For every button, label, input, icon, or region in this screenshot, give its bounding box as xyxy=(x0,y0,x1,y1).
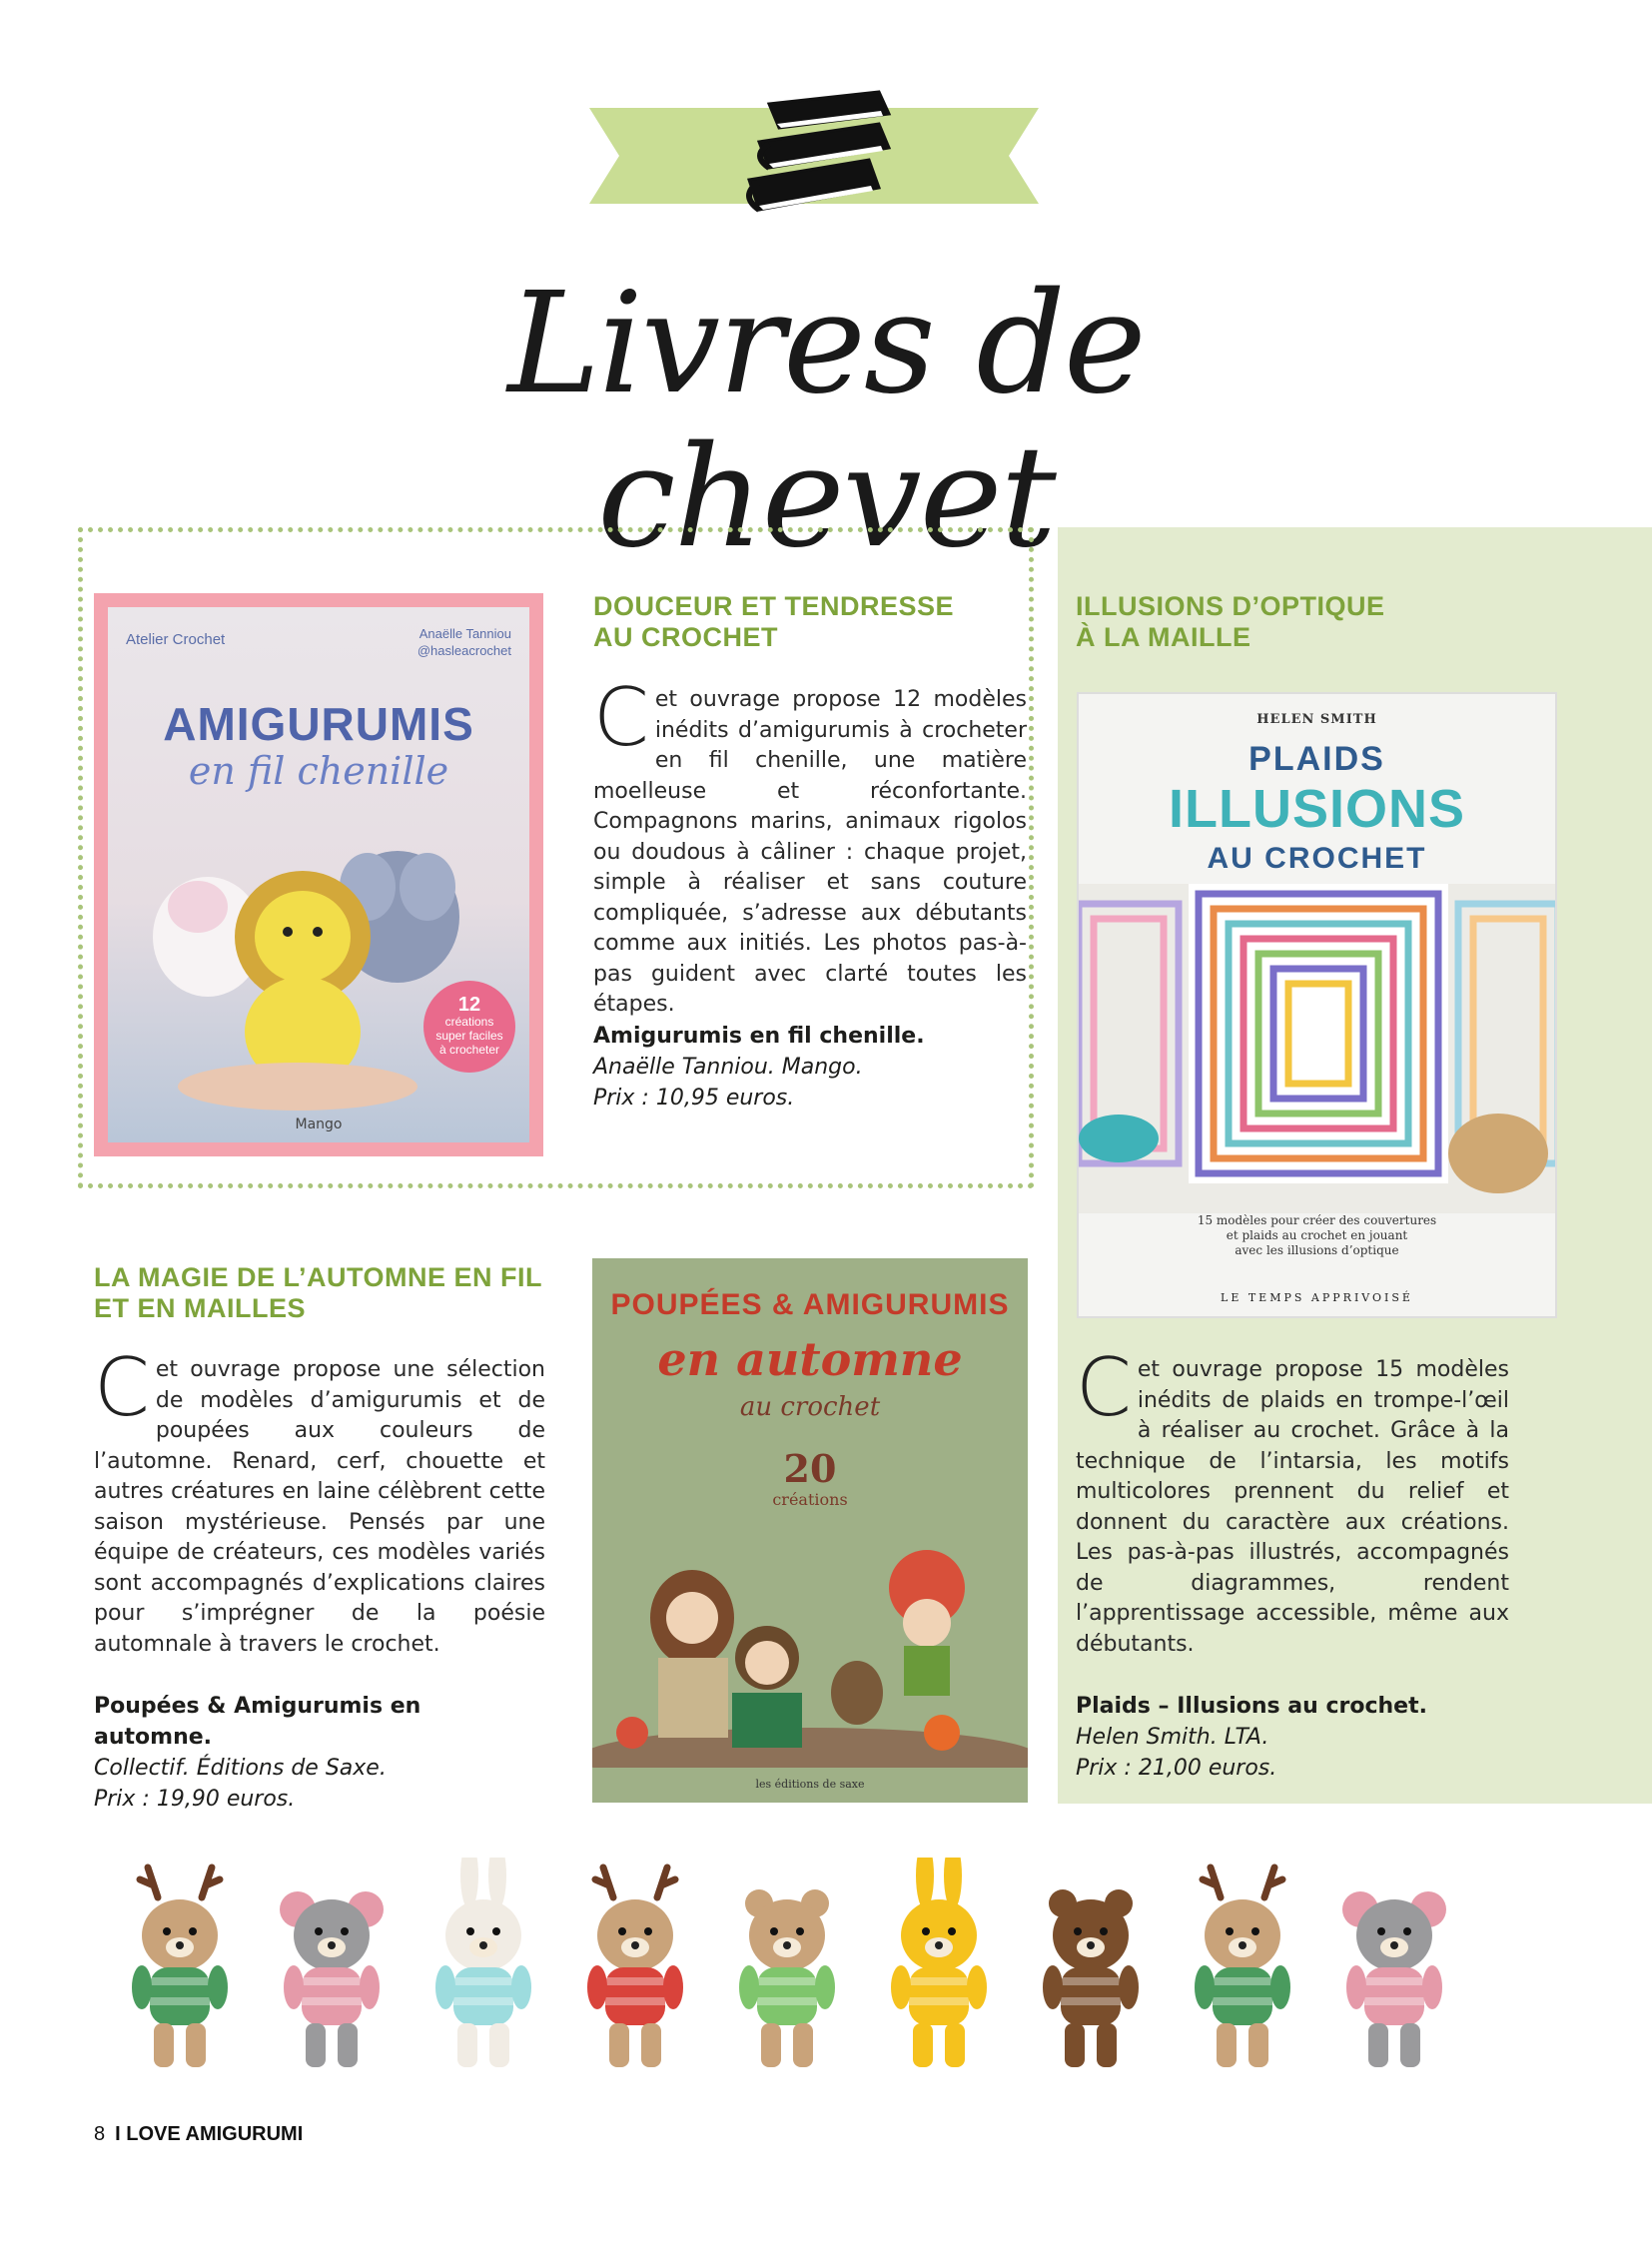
book-author: Anaëlle Tanniou. Mango. xyxy=(593,1055,863,1080)
cover-title: AMIGURUMIS xyxy=(163,698,474,750)
cover-count: 20 xyxy=(783,1446,837,1491)
cover-badge: 12 créations super faciles à crocheter xyxy=(423,981,515,1073)
cover-subtitle: AU CROCHET xyxy=(1207,842,1427,875)
cover-author: HELEN SMITH xyxy=(1256,712,1377,727)
page-footer xyxy=(94,2123,303,2146)
cover-count-label: créations xyxy=(772,1490,848,1509)
books-icon xyxy=(729,84,899,244)
book-title: Plaids – Illusions au crochet. xyxy=(1076,1694,1427,1719)
page-number: 8 xyxy=(94,2123,106,2145)
magazine-name: I LOVE AMIGURUMI xyxy=(115,2123,304,2145)
toy-deer-icon xyxy=(587,1868,683,2067)
dropcap: C xyxy=(94,1341,150,1434)
cover-subtitle: en fil chenille xyxy=(188,749,449,793)
cover-subtitle-2: au crochet xyxy=(739,1392,881,1422)
cover-plaid-illustration xyxy=(1079,884,1557,1213)
toy-deer-icon xyxy=(1195,1868,1290,2067)
article-heading: LA MAGIE DE L’AUTOMNE EN FIL ET EN MAILLES xyxy=(94,1262,543,1323)
cover-title: POUPÉES & AMIGURUMIS xyxy=(610,1288,1010,1321)
article-body: Cet ouvrage propose une sélection de modèles d’amigurumis et de poupées aux couleurs de l’automne. Renard, cerf, chouette et autres créatures en laine célèbrent cette saison mystérieuse. Pensés par une équipe de créateurs, ces modèles variés sont accompagnés d’explications claires pour s’imprégner de la poésie automnale à travers le crochet. xyxy=(94,1341,545,1657)
cover-dolls-illustration xyxy=(592,1518,1028,1768)
toy-duck-icon xyxy=(891,1858,987,2067)
book-info xyxy=(94,1691,545,1815)
book-cover-plaids xyxy=(1077,692,1557,1318)
cover-caption: 15 modèles pour créer des couvertures et plaids au crochet en jouant avec les illusions d’optique xyxy=(1197,1213,1437,1257)
toy-bear-icon xyxy=(739,1889,835,2067)
article-body: Cet ouvrage propose 15 modèles inédits de plaids en trompe-l’œil à réaliser au crochet. Grâce à la technique de l’intarsia, les motifs multicolores prennent du relief et donnent du caractère aux créations. Les pas-à-pas illustrés, accompagnés de diagrammes, rendent l’apprentissage accessible, même aux débutants. xyxy=(1076,1341,1509,1657)
cover-publisher: les éditions de saxe xyxy=(755,1778,865,1791)
book-title: Poupées & Amigurumis en automne. xyxy=(94,1694,421,1750)
amigurumi-toys-row xyxy=(120,1858,1498,2087)
cover-toys-illustration xyxy=(138,817,497,1117)
cover-author: Anaëlle Tanniou @hasleacrochet xyxy=(416,626,511,658)
book-cover-amigurumis xyxy=(94,593,543,1156)
cover-subtitle: en automne xyxy=(657,1332,963,1386)
book-author: Helen Smith. LTA. xyxy=(1076,1725,1269,1750)
dropcap: C xyxy=(1076,1341,1132,1434)
dropcap: C xyxy=(593,671,649,764)
toy-bunny-icon xyxy=(435,1858,531,2067)
book-title: Amigurumis en fil chenille. xyxy=(593,1024,925,1049)
cover-title-main: ILLUSIONS xyxy=(1168,779,1465,839)
article-body: Cet ouvrage propose 12 modèles inédits d’amigurumis à crocheter en fil chenille, une matière moelleuse et réconfortante. Compagnons marins, animaux rigolos ou doudous à câliner : chaque projet, simple à réaliser et sans couture compliquée, s’adresse aux débutants comme aux initiés. Les photos pas-à-pas guident avec clarté toutes les étapes. xyxy=(593,671,1027,1017)
book-price: Prix : 10,95 euros. xyxy=(593,1086,795,1111)
book-price: Prix : 21,00 euros. xyxy=(1076,1756,1277,1781)
article-heading: ILLUSIONS D’OPTIQUE À LA MAILLE xyxy=(1076,591,1385,652)
toy-deer-icon xyxy=(132,1868,228,2067)
toy-mouse-icon xyxy=(1342,1891,1446,2067)
cover-label: Atelier Crochet xyxy=(126,631,226,648)
toy-mouse-icon xyxy=(280,1891,384,2067)
cover-title: PLAIDS xyxy=(1248,740,1385,778)
cover-publisher: Mango xyxy=(295,1117,343,1132)
toy-bear-icon xyxy=(1043,1889,1139,2067)
book-price: Prix : 19,90 euros. xyxy=(94,1787,296,1812)
cover-publisher: LE TEMPS APPRIVOISÉ xyxy=(1221,1291,1413,1304)
section-title: Livres de chevet xyxy=(507,263,1145,579)
article-heading: DOUCEUR ET TENDRESSE AU CROCHET xyxy=(593,591,955,652)
book-author: Collectif. Éditions de Saxe. xyxy=(94,1756,387,1781)
book-info xyxy=(1076,1691,1509,1784)
book-info xyxy=(593,1021,1027,1114)
book-cover-poupees xyxy=(592,1258,1028,1803)
